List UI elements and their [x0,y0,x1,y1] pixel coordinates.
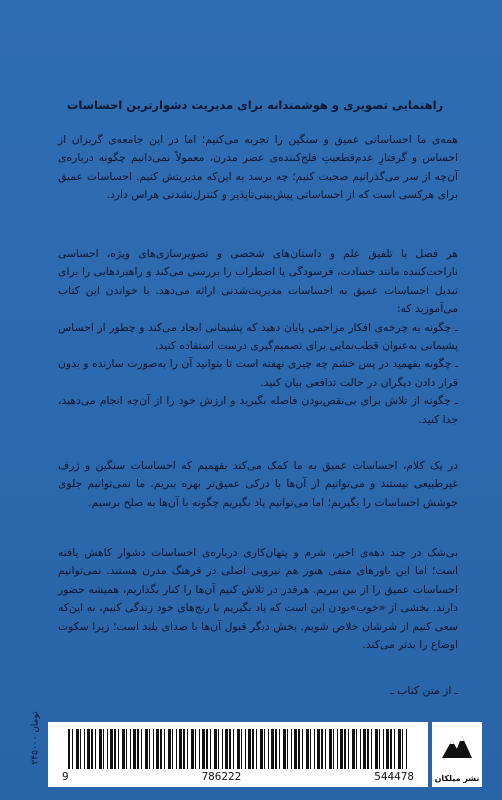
isbn-barcode [48,722,428,787]
barcode-lead-digit: 9 [62,770,69,783]
excerpt-paragraph: بی‌شک در چند دهه‌ی اخیر، شرم و پنهان‌کاری درباره‌ی احساسات دشوار کاهش یافته است؛ اما این باورهای منفی هنوز هم نیرویی اصلی در فرهنگ مدرن هستند. نمی‌توانیم احساسات عمیق را از بین ببریم. هرقدر در تلاش کنیم آن‌ها را کنار بگذاریم، همیشه حضور دارند. بخشی از «خوب»بودن این است که یاد بگیریم با رنج‌های خود زندگی کنیم، نه این‌که سعی کنیم از شرشان خلاص شویم. بخش دیگر قبول آن‌ها با صدای بلند است؛ زیرا سکوت اوضاع را بدتر می‌کند. [58,546,458,652]
cover-tagline: راهنمایی تصویری و هوشمندانه برای مدیریت دشوارترین احساسات [66,98,444,112]
excerpt-source: ـ از متن کتاب ـ [390,684,458,697]
barcode-group-1: 786222 [201,770,242,783]
chapters-paragraph [58,245,458,429]
mountains-icon [441,730,473,762]
list-item: ـ چگونه بفهمید در پس خشم چه چیزی نهفته است تا بتوانید آن را به‌صورت سازنده و بدون قرار دادن دیگران در حالت تدافعی بیان کنید. [58,357,458,389]
barcode-group-2: 544478 [374,770,414,783]
chapters-paragraph-text: هر فصل با تلفیق علم و داستان‌های شخصی و تصویرسازی‌های ویژه، احساسی ناراحت‌کننده مانند حسادت، فرسودگی یا اضطراب را بررسی می‌کند و راهبردهایی را برای تبدیل احساسات عمیق به احساسات مدیریت‌شدنی ارائه می‌دهد. با خواندن این کتاب می‌آموزید که: [58,247,458,316]
list-item: ـ چگونه از تلاش برای بی‌نقص‌بودن فاصله بگیرید و ارزش خود را از آن‌چه انجام می‌دهید، جدا کنید. [58,394,458,426]
barcode-bars [68,729,408,769]
intro-paragraph: همه‌ی ما احساساتی عمیق و سنگین را تجربه می‌کنیم؛ اما در این جامعه‌ی گریزان از احساس و گرفتارِ عدم‌قطعیتِ فلج‌کننده‌ی عصر مدرن، معمولاً نمی‌دانیم چگونه درباره‌ی آن‌چه از سر می‌گذرانیم صحبت کنیم؛ چه برسد به این‌که مدیریتش کنیم. احساسات عمیق برای هرکسی است که از احساساتی پیش‌بینی‌ناپذیر و کنترل‌نشدنی هراس دارد. [58,133,458,202]
publisher-name: نشر میلکان [434,774,480,783]
list-item: ـ چگونه به چرخه‌ی افکار مزاحمی پایان دهید که پشیمانی ایجاد می‌کند و چطور از احساس پشیمانی به‌عنوان قطب‌نمایی برای تصمیم‌گیری درست استفاده کنید. [58,320,458,353]
price-label [29,698,43,778]
barcode-digits [62,770,414,783]
summary-paragraph: در یک کلام، احساسات عمیق به ما کمک می‌کند بفهمیم که احساسات سنگین و ژرف غیرطبیعی نیستند و می‌توانیم از آن‌ها با درکی عمیق‌تر بهره ببریم. ما نمی‌توانیم جلوی جوشش احساسات را بگیریم؛ اما می‌توانیم یاد بگیریم چگونه با آن‌ها به صلح برسیم. [58,459,458,509]
publisher-logo [432,722,482,787]
price-text: ۲۴۵۰۰۰ تومان [31,711,42,765]
